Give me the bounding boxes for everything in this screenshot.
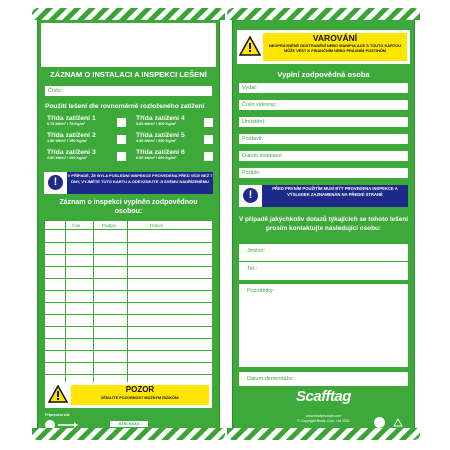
caution-banner (71, 385, 209, 405)
grid-row-line (45, 290, 212, 291)
grid-row-line (45, 374, 212, 375)
install-date-field[interactable]: Datum instalace: (239, 151, 408, 161)
load-class-6: Třída zatížení 6 6.00 kN/m² / 600 Kg/m² (136, 149, 185, 160)
tag-code: STSI XXXX (110, 421, 148, 427)
contact-box (239, 244, 408, 280)
grid-row-line (45, 242, 212, 243)
contact-title: V případě jakýchkoliv dotazů týkajících se tohoto lešení prosím kontaktujte následující osobu: (238, 216, 409, 232)
first-use-notice (239, 185, 408, 207)
attach-label: Připevnění zde (45, 413, 70, 417)
hazard-stripes-top (32, 8, 225, 20)
class-1-checkbox[interactable] (117, 118, 126, 127)
grid-row-line (45, 302, 212, 303)
contact-phone-field[interactable]: Tel.: (239, 262, 408, 280)
location-field[interactable]: Umístění: (239, 117, 408, 127)
front-face (37, 20, 220, 428)
hazard-stripes-top (227, 8, 420, 20)
copyright: © Copyright Brady Corp. Ltd 2021 (297, 419, 350, 423)
hazard-stripes-bottom (227, 428, 420, 440)
load-class-1: Třída zatížení 1 0.75 kN/m² / 75 Kg/m² (47, 115, 96, 126)
scafftag-logo: Scafftag (296, 388, 351, 405)
front-title: ZÁZNAM O INSTALACI A INSPEKCI LEŠENÍ (50, 70, 207, 79)
warning-box (237, 30, 410, 64)
contact-name-field[interactable]: Jméno: (239, 244, 408, 262)
grid-row-line (45, 314, 212, 315)
back-face (232, 20, 415, 428)
class-2-checkbox[interactable] (117, 135, 126, 144)
grid-row-line (45, 338, 212, 339)
warning-triangle-icon (48, 385, 68, 403)
front-tag (32, 8, 225, 440)
load-class-5: Třída zatížení 5 4.50 kN/m² / 450 Kg/m² (136, 132, 185, 143)
header-cas: Čas (72, 223, 81, 228)
load-class-2: Třída zatížení 2 1.50 kN/m² / 150 Kg/m² (47, 132, 96, 143)
use-title: Použití lešení dle rovnoměrně rozloženého zatížení (45, 103, 205, 110)
hazard-stripes-bottom (32, 428, 225, 440)
grid-row-line (45, 362, 212, 363)
class-4-checkbox[interactable] (204, 118, 213, 127)
grid-row-line (45, 278, 212, 279)
warning-banner (263, 33, 407, 61)
built-by-field[interactable]: Postavil: (239, 134, 408, 144)
caution-title: POZOR (125, 385, 155, 394)
exclamation-icon: ! (48, 175, 63, 190)
grid-row-line (45, 254, 212, 255)
load-class-3: Třída zatížení 3 2.00 kN/m² / 200 Kg/m² (47, 149, 96, 160)
responsible-title: Vyplní zodpovědná osoba (277, 70, 370, 79)
load-class-4: Třída zatížení 4 3.00 kN/m² / 300 Kg/m² (136, 115, 185, 126)
grid-row-line (45, 266, 212, 267)
dismantle-date-field[interactable]: Datum demontáže: (239, 372, 408, 386)
grid-header (45, 221, 212, 230)
record-title: Záznam o inspekci vyplněn zodpovědnou osobou: (59, 199, 198, 215)
class-3-checkbox[interactable] (117, 152, 126, 161)
header-blank-area (41, 23, 216, 67)
exclamation-icon: ! (243, 188, 258, 203)
first-use-notice-text: PŘED PRVNÍM POUŽITÍM MUSÍ BÝT PROVEDENA INSPEKCE A VÝSLEDEK ZAZNAMENÁN NA PŘEDNÍ STRANĚ (262, 185, 408, 207)
inspection-grid[interactable] (45, 221, 212, 385)
caution-box (45, 382, 212, 408)
warning-triangle-icon (239, 36, 261, 56)
grid-row-line (45, 350, 212, 351)
inspection-notice-text: V PŘÍPADĚ, ŽE BYLA POSLEDNÍ INSPEKCE PROVEDENA PŘED VÍCE NEŽ 7 DNY, VYJMĚTE TUTO KARTU A ODEVZDEJTE JI SVÉMU NADŘÍZENÉMU (67, 172, 213, 194)
hanging-hole (374, 417, 385, 428)
class-6-checkbox[interactable] (204, 152, 213, 161)
warning-title: VAROVÁNÍ (312, 33, 358, 43)
drawing-number-field[interactable]: Číslo výkresu: (239, 100, 408, 110)
vydal-field[interactable]: Vydal: (239, 83, 408, 93)
back-tag (227, 8, 420, 440)
grid-row-line (45, 326, 212, 327)
website: www.bradyeurope.com (305, 414, 342, 418)
cislo-field[interactable] (45, 86, 212, 96)
header-datum: Datum (150, 223, 164, 228)
notes-field[interactable]: Poznámky: (239, 284, 408, 367)
signature-field[interactable]: Podpis: (239, 168, 408, 178)
inspection-notice (44, 172, 213, 194)
warning-text: NEOPRÁVNĚNÉ ODSTRANĚNÍ NEBO MANIPULACE S TOUTO KARTOU MŮŽE VÉST K FINANČNÍM NEBO PRÁVNÍM POSTIHŮM (268, 43, 402, 53)
recycle-icon (393, 418, 403, 428)
caution-text: VĚNUJTE POZORNOST MOŽNÝM RIZIKŮM: (100, 396, 180, 400)
cislo-label: Číslo: (48, 88, 63, 94)
header-podpis: Podpis (102, 223, 116, 228)
class-5-checkbox[interactable] (204, 135, 213, 144)
